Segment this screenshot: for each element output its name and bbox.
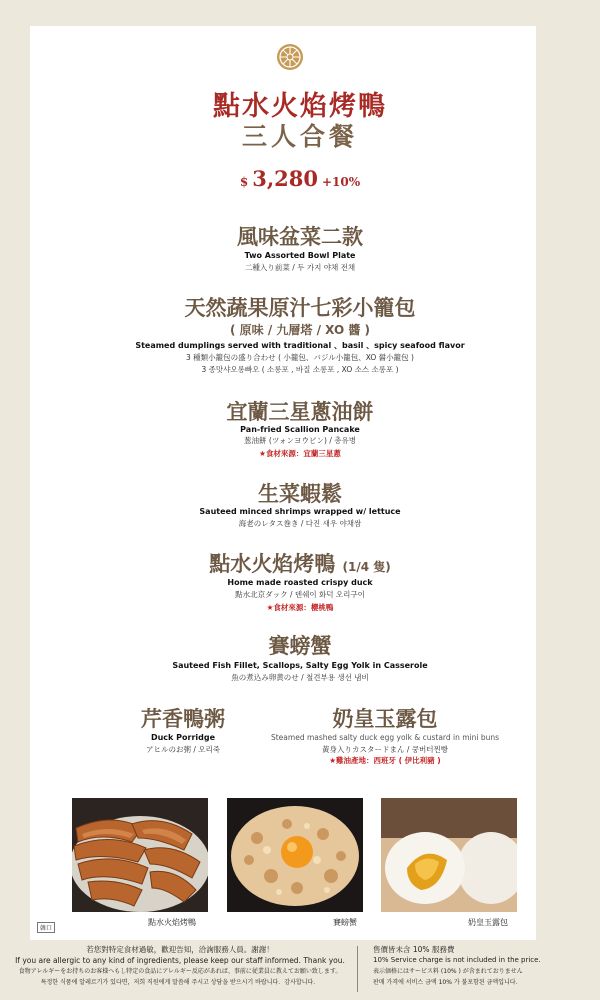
notice-line: 10% Service charge is not included in the price. <box>373 956 541 964</box>
photo-caption: 點水火焰烤鴨 <box>148 918 196 927</box>
set-price <box>0 166 600 191</box>
photo-custard-buns <box>381 798 517 912</box>
notice-line: 表示価格にはサービス料 (10% ) が含まれておりません <box>373 968 523 975</box>
notice-line: 특정한 식품에 알레르기가 있다면，저희 직원에게 말씀해 주시고 상담을 받으시기 바랍니다．감사합니다． <box>40 979 320 986</box>
dish-name: 生菜蝦鬆 <box>258 482 342 506</box>
dish-name: 宜蘭三星蔥油餅 <box>226 400 374 424</box>
dish-quantity: (1/4 隻) <box>342 560 391 574</box>
dish-sub: アヒルのお粥 / 오리죽 <box>145 745 221 754</box>
dish-name: 天然蔬果原汁七彩小籠包 <box>184 296 416 320</box>
notice-line: 若您對特定食材過敏，歡迎告知，洽詢服務人員。謝謝！ <box>86 945 274 954</box>
photo-fried-fish-egg <box>227 798 363 912</box>
dish-en: Steamed mashed salty duck egg yolk & custard in mini buns <box>270 733 500 742</box>
dish-name: 奶皇玉露包 <box>332 707 438 731</box>
price-service-charge: +10% <box>321 175 361 189</box>
photo-caption: 奶皇玉露包 <box>468 918 508 927</box>
menu-title: 點水火焰烤鴨 <box>213 91 387 122</box>
dish-name-with-qty <box>0 554 600 575</box>
dish-porridge <box>118 709 248 754</box>
dish-en: Steamed dumplings served with traditional 、basil 、spicy seafood flavor <box>135 341 465 350</box>
notice-line: 售價皆未含 10% 服務費 <box>373 945 455 954</box>
price-currency: $ <box>239 175 249 189</box>
footer-divider <box>357 946 358 992</box>
dish-sub: 葱油餅 (ツォンヨウビン) / 총유병 <box>244 436 356 445</box>
photo-roast-duck <box>72 798 208 912</box>
notice-line: If you are allergic to any kind of ingredients, please keep our staff informed. Thank you. <box>15 956 345 965</box>
dish-en: Pan-fried Scallion Pancake <box>240 425 360 434</box>
dish-sub: 魚の煮込み卵黄のせ / 철견부용 생선 냄비 <box>231 673 369 682</box>
dish-name: 風味盆菜二款 <box>237 225 363 249</box>
menu-subtitle: 三人合餐 <box>241 122 358 151</box>
dish-sub: 點水北京ダック / 덴쉐이 화덕 오리구이 <box>235 590 365 599</box>
dish-en: Home made roasted crispy duck <box>227 578 373 587</box>
dish-en: Sauteed minced shrimps wrapped w/ lettuce <box>199 507 401 516</box>
dish-name: 芹香鴨粥 <box>141 707 225 731</box>
allergy-notice <box>0 944 360 988</box>
dish-flavors: ( 原味 / 九層塔 / XO 醬 ) <box>229 323 370 337</box>
notice-line: 食物アレルギーをお持ちのお客様へもし特定の食品にアレルギー反応があれば、事前に従業員に教えてお願い致します。 <box>18 968 342 975</box>
dish-en: Duck Porridge <box>150 733 216 742</box>
price-amount: 3,280 <box>252 166 318 191</box>
service-charge-notice <box>373 944 595 988</box>
brand-logo <box>276 43 304 71</box>
photo-caption: 賽螃蟹 <box>333 918 357 927</box>
dish-en: Two Assorted Bowl Plate <box>244 251 356 260</box>
dish-sub-korean: 3 종맛샤오롱빠오 ( 소롱포 , 바질 소롱포 , XO 소스 소롱포 ) <box>201 365 399 374</box>
dish-name: 點水火焰烤鴨 <box>209 552 336 576</box>
ingredient-source: ★食材來源：宜蘭三星蔥 <box>259 449 341 458</box>
dish-name: 賽螃蟹 <box>268 634 332 658</box>
ingredient-source: ★食材來源：櫻桃鴨 <box>266 603 334 612</box>
dish-sub: 黃身入りカスタードまん / 쿵버터찐빵 <box>321 744 449 754</box>
dish-custard-bun <box>270 709 500 765</box>
dish-sub: 海老のレタス巻き / 다진 새우 야채쌈 <box>238 519 362 528</box>
ingredient-source: ★雞油產地：西班牙 ( 伊比利豬 ) <box>329 756 441 765</box>
notice-line: 판매 가격에 서비스 금액 10% 가 불포함된 금액입니다． <box>373 979 522 986</box>
dish-en: Sauteed Fish Fillet, Scallops, Salty Egg Yolk in Casserole <box>172 661 428 670</box>
dish-sub: 3 種類小籠包の盛り合わせ ( 小籠包、バジル小籠包、XO 醤小籠包 ) <box>186 353 414 362</box>
language-tag: 韓口 <box>37 922 55 933</box>
dish-sub: 二種入り前菜 / 두 가지 야채 전채 <box>244 263 356 272</box>
